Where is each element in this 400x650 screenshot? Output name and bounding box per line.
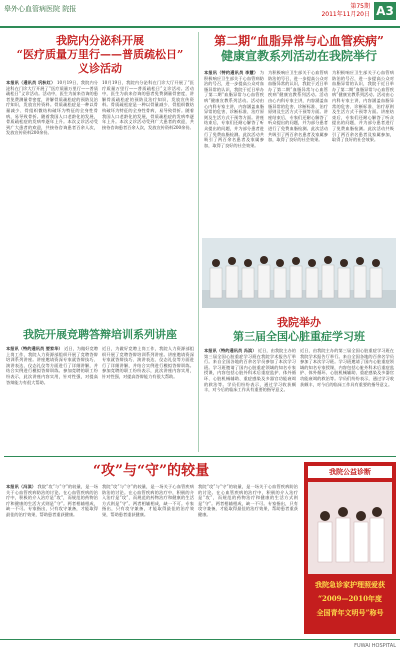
article-3-title-line1: 我院举办: [277, 316, 321, 329]
article-3-body-col2: [300, 348, 394, 452]
article-1-body-col1: [6, 80, 98, 320]
article-1-title-line3: 义诊活动: [78, 62, 122, 75]
article-1-title-line2: “医疗质量万里行——普质疏松日”: [16, 48, 184, 61]
article-2-body-col1: [204, 70, 264, 235]
article-3-title-line2: 第三届全国心脏重症学习班: [233, 330, 365, 343]
article-4-title: 我院开展竞聘答辩培训系列讲座: [23, 328, 177, 341]
article-1-title-line1: 我院内分泌科开展: [56, 34, 144, 47]
article-2-title-line2: 健康宣教系列活动在我院举行: [220, 49, 377, 63]
article-5-body-col1: [6, 484, 98, 634]
article-5: [4, 462, 298, 480]
article-5-title: “攻”与“守”的较量: [92, 463, 210, 479]
article-4-body-col1: [6, 346, 98, 452]
article-2: [202, 34, 396, 64]
article-1-body-col2: [102, 80, 194, 320]
article-4-text-cont: 近日，为做好竞聘上岗工作，我院人力资源部组织开展了竞聘答辩培训系列讲座。讲座邀请资深专家就答辩技巧、演讲表达、仪态礼仪等方面进行了详细讲解，并结合实例进行模拟答辩训练。参加竞聘的职工纷纷表示，此次讲座内容实用，针对性强，对提高答辩能力有很大帮助。: [102, 346, 194, 379]
article-4-text: 近日，为做好竞聘上岗工作，我院人力资源部组织开展了竞聘答辩培训系列讲座。讲座邀请资深专家就答辩技巧、演讲表达、仪态礼仪等方面进行了详细讲解，并结合实例进行模拟答辩训练。参加竞聘的职工纷纷表示，此次讲座内容实用，针对性强，对提高答辩能力有很大帮助。: [6, 346, 98, 385]
article-5-body-col3: [198, 484, 298, 634]
article-2-title-line1: 第二期“血脂异常与心血管疾病”: [214, 34, 384, 48]
promo-photo: [308, 482, 392, 574]
article-1-text: 10月19日，我院内分泌科在门诊大厅开展了“医疗质量万里行——普质疏松日”义诊活动。活动中，医生为前来咨询的患者免费测量骨密度，讲解骨质疏松症的预防及治疗知识，发放宣传资料。骨质疏松症是一种以骨量减少、骨组织微结构破坏为特征的全身性骨病，易导致骨折。随着我国人口老龄化的发展，骨质疏松症的发病率逐年上升。本次义诊活动受到广大患者的欢迎，共接待咨询患者百余人次，发放宣传资料200余份。: [6, 80, 98, 136]
article-5-text: 我院“攻”与“守”的较量，是一场关于心血管疾病防治的讨论。在心血管疾病的治疗中，积极的介入治疗是“攻”，而规范的药物治疗和健康的生活方式则是“守”。两者相辅相成，缺一不可。专家指出，只有攻守兼备，才能取得最佳的治疗效果，帮助患者重获健康。: [6, 484, 98, 517]
article-5-text-cont: 我院“攻”与“守”的较量，是一场关于心血管疾病防治的讨论。在心血管疾病的治疗中，积极的介入治疗是“攻”，而规范的药物治疗和健康的生活方式则是“守”。两者相辅相成，缺一不可。专家指出，只有攻守兼备，才能取得最佳的治疗效果，帮助患者重获健康。: [102, 484, 194, 517]
promo-box: [304, 462, 396, 634]
article-4-body-col2: [102, 346, 194, 452]
article-3-text-cont: 近日，由我院主办的第三届全国心脏重症学习班在我院学术报告厅举行。来自全国各地的百余名学员参加了本次学习班。学习班邀请了国内心脏重症领域的知名专家授课，内容包括心脏外科术后重症监护、体外循环、心脏机械辅助、重症感染及多器官功能衰竭的救治等。学员们纷纷表示，通过学习收获颇丰，对今后的临床工作具有重要的指导意义。: [300, 348, 394, 387]
page-header: [0, 0, 400, 28]
article-2-body-col3: [332, 70, 394, 235]
article-4: [4, 328, 196, 342]
section-divider: [4, 456, 396, 457]
newspaper-name: 皋外心血管病医院 院报: [4, 5, 77, 13]
promo-photo-illustration: [308, 482, 392, 574]
article-2-byline: 本报讯（特约通讯员 李慧）: [204, 70, 259, 75]
footer-brand: FUWAI HOSPITAL: [354, 643, 396, 649]
article-5-text-cont2: 我院“攻”与“守”的较量，是一场关于心血管疾病防治的讨论。在心血管疾病的治疗中，积极的介入治疗是“攻”，而规范的药物治疗和健康的生活方式则是“守”。两者相辅相成，缺一不可。专家指出，只有攻守兼备，才能取得最佳的治疗效果，帮助患者重获健康。: [198, 484, 298, 517]
article-3-body-col1: [204, 348, 296, 452]
issue-info: [321, 3, 370, 19]
article-1-byline: 本报讯（通讯员 巩秋红）: [6, 80, 56, 85]
promo-title-line2: 我院急诊家护理照爱获: [315, 580, 385, 589]
group-photo: [202, 238, 396, 308]
group-photo-illustration: [202, 238, 396, 308]
page-code: A3: [374, 2, 396, 20]
article-5-body-col2: [102, 484, 194, 634]
article-3: [202, 316, 396, 344]
article-4-byline: 本报讯（特约通讯员 要家华）: [6, 346, 63, 351]
article-2-text: 为积极响应卫生部关于心血管病防治的号召，进一步提高公众对血脂异常的认识，我院于近日举办了第二期“血脂异常与心血管疾病”健康宣教系列活动。活动由心内科专家主讲，内容涵盖血脂异常的危害、诊断标准、治疗原则及生活方式干预等方面。讲座结束后，专家们还耐心解答了听众提出的问题，并为部分患者进行了免费血脂检测。此次活动共吸引了两百余名患者及家属参加，取得了良好的社会效果。: [204, 70, 264, 148]
issue-date: 2011年11月20日: [321, 11, 370, 18]
promo-title-line3: “2009—2010年度: [318, 594, 382, 603]
promo-badge: 我院公益诊断: [308, 466, 392, 478]
page-footer: [0, 639, 400, 650]
article-2-body-col2: [268, 70, 328, 235]
article-3-text: 近日，由我院主办的第三届全国心脏重症学习班在我院学术报告厅举行。来自全国各地的百余名学员参加了本次学习班。学习班邀请了国内心脏重症领域的知名专家授课，内容包括心脏外科术后重症监护、体外循环、心脏机械辅助、重症感染及多器官功能衰竭的救治等。学员们纷纷表示，通过学习收获颇丰，对今后的临床工作具有重要的指导意义。: [204, 348, 296, 393]
article-2-text-cont: 为积极响应卫生部关于心血管病防治的号召，进一步提高公众对血脂异常的认识，我院于近日举办了第二期“血脂异常与心血管疾病”健康宣教系列活动。活动由心内科专家主讲，内容涵盖血脂异常的危害、诊断标准、治疗原则及生活方式干预等方面。讲座结束后，专家们还耐心解答了听众提出的问题，并为部分患者进行了免费血脂检测。此次活动共吸引了两百余名患者及家属参加，取得了良好的社会效果。: [268, 70, 328, 143]
promo-title-line4: 全国青年文明号”称号: [316, 608, 384, 617]
article-2-text-cont2: 为积极响应卫生部关于心血管病防治的号召，进一步提高公众对血脂异常的认识，我院于近日举办了第二期“血脂异常与心血管疾病”健康宣教系列活动。活动由心内科专家主讲，内容涵盖血脂异常的危害、诊断标准、治疗原则及生活方式干预等方面。讲座结束后，专家们还耐心解答了听众提出的问题，并为部分患者进行了免费血脂检测。此次活动共吸引了两百余名患者及家属参加，取得了良好的社会效果。: [332, 70, 394, 143]
article-3-byline: 本报讯（特约通讯员 冯滨）: [204, 348, 257, 353]
article-1: [4, 34, 196, 76]
article-5-byline: 本报讯（冯滨）: [6, 484, 37, 489]
column-divider: [198, 32, 199, 452]
article-1-text-cont: 10月19日，我院内分泌科在门诊大厅开展了“医疗质量万里行——普质疏松日”义诊活动。活动中，医生为前来咨询的患者免费测量骨密度，讲解骨质疏松症的预防及治疗知识，发放宣传资料。骨质疏松症是一种以骨量减少、骨组织微结构破坏为特征的全身性骨病，易导致骨折。随着我国人口老龄化的发展，骨质疏松症的发病率逐年上升。本次义诊活动受到广大患者的欢迎，共接待咨询患者百余人次，发放宣传资料200余份。: [102, 80, 194, 130]
issue-number: 第75期: [350, 3, 370, 10]
